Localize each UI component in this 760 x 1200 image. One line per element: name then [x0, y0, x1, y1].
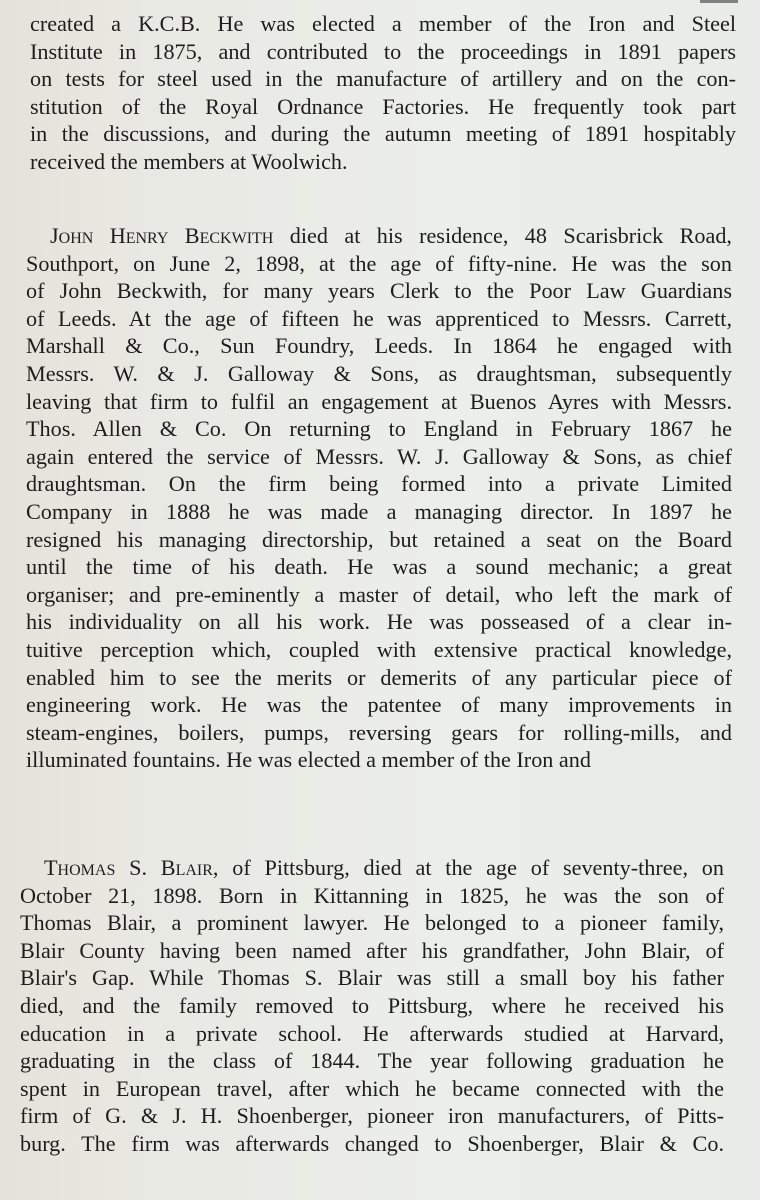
paragraph-blair-obituary [20, 854, 724, 1158]
text-line: October 21, 1898. Born in Kittanning in 1825, he was the son of [20, 882, 724, 908]
text-line [26, 222, 732, 250]
text-line: firm of G. & J. H. Shoenberger, pioneer iron manufacturers, of Pitts- [20, 1103, 724, 1129]
text-line: spent in European travel, after which he became connected with the [20, 1075, 724, 1101]
paragraph-kcb-continuation [30, 10, 736, 176]
text-line: Marshall & Co., Sun Foundry, Leeds. In 1864 he engaged with [26, 333, 732, 359]
cropped-page-number [700, 0, 738, 3]
text-line: Blair's Gap. While Thomas S. Blair was still a small boy his father [20, 965, 724, 991]
text-line: Blair County having been named after his grandfather, John Blair, of [20, 937, 724, 963]
text-line: received the members at Woolwich. [30, 148, 348, 174]
text-line: steam-engines, boilers, pumps, reversing gears for rolling-mills, and [26, 719, 732, 745]
text-line: Thomas Blair, a prominent lawyer. He belonged to a pioneer family, [20, 910, 724, 936]
text-line: draughtsman. On the firm being formed into a private Limited [26, 471, 732, 497]
text-line: Southport, on June 2, 1898, at the age of fifty-nine. He was the son [26, 250, 732, 276]
text-line: died, and the family removed to Pittsburg, where he received his [20, 992, 724, 1018]
text-line: education in a private school. He afterwards studied at Harvard, [20, 1020, 724, 1046]
text-line: again entered the service of Messrs. W. J. Galloway & Sons, as chief [26, 443, 732, 469]
paragraph-beckwith-obituary [26, 222, 732, 774]
text-line [20, 854, 724, 882]
text-line: of John Beckwith, for many years Clerk to the Poor Law Guardians [26, 278, 732, 304]
person-name: Thomas S. Blair [44, 855, 213, 880]
text-line: Company in 1888 he was made a managing director. In 1897 he [26, 498, 732, 524]
text-line: in the discussions, and during the autumn meeting of 1891 hospitably [30, 121, 736, 147]
text-span: died at his residence, 48 Scarisbrick Road, [273, 223, 732, 248]
text-line: Institute in 1875, and contributed to the proceedings in 1891 papers [30, 38, 736, 64]
text-line: enabled him to see the merits or demerits of any particular piece of [26, 664, 732, 690]
text-line: leaving that firm to fulfil an engagement at Buenos Ayres with Messrs. [26, 388, 732, 414]
person-name: John Henry Beckwith [50, 223, 274, 248]
text-line: of Leeds. At the age of fifteen he was apprenticed to Messrs. Carrett, [26, 305, 732, 331]
text-line: engineering work. He was the patentee of many improvements in [26, 692, 732, 718]
text-line: resigned his managing directorship, but retained a seat on the Board [26, 526, 732, 552]
text-line: his individuality on all his work. He was posseased of a clear in- [26, 609, 732, 635]
text-line: created a K.C.B. He was elected a member of the Iron and Steel [30, 11, 736, 36]
text-line: Thos. Allen & Co. On returning to England in February 1867 he [26, 416, 732, 442]
text-line: illuminated fountains. He was elected a member of the Iron and [26, 747, 591, 773]
text-line: burg. The firm was afterwards changed to Shoenberger, Blair & Co. [20, 1130, 724, 1156]
text-line: organiser; and pre-eminently a master of detail, who left the mark of [26, 581, 732, 607]
text-span: , of Pittsburg, died at the age of seventy-three, on [212, 855, 724, 880]
text-line: stitution of the Royal Ordnance Factories. He frequently took part [30, 93, 736, 119]
text-line: tuitive perception which, coupled with extensive practical knowledge, [26, 636, 732, 662]
text-line: until the time of his death. He was a sound mechanic; a great [26, 554, 732, 580]
text-line: on tests for steel used in the manufacture of artillery and on the con- [30, 66, 736, 92]
text-line: graduating in the class of 1844. The year following graduation he [20, 1048, 724, 1074]
text-line: Messrs. W. & J. Galloway & Sons, as draughtsman, subsequently [26, 360, 732, 386]
